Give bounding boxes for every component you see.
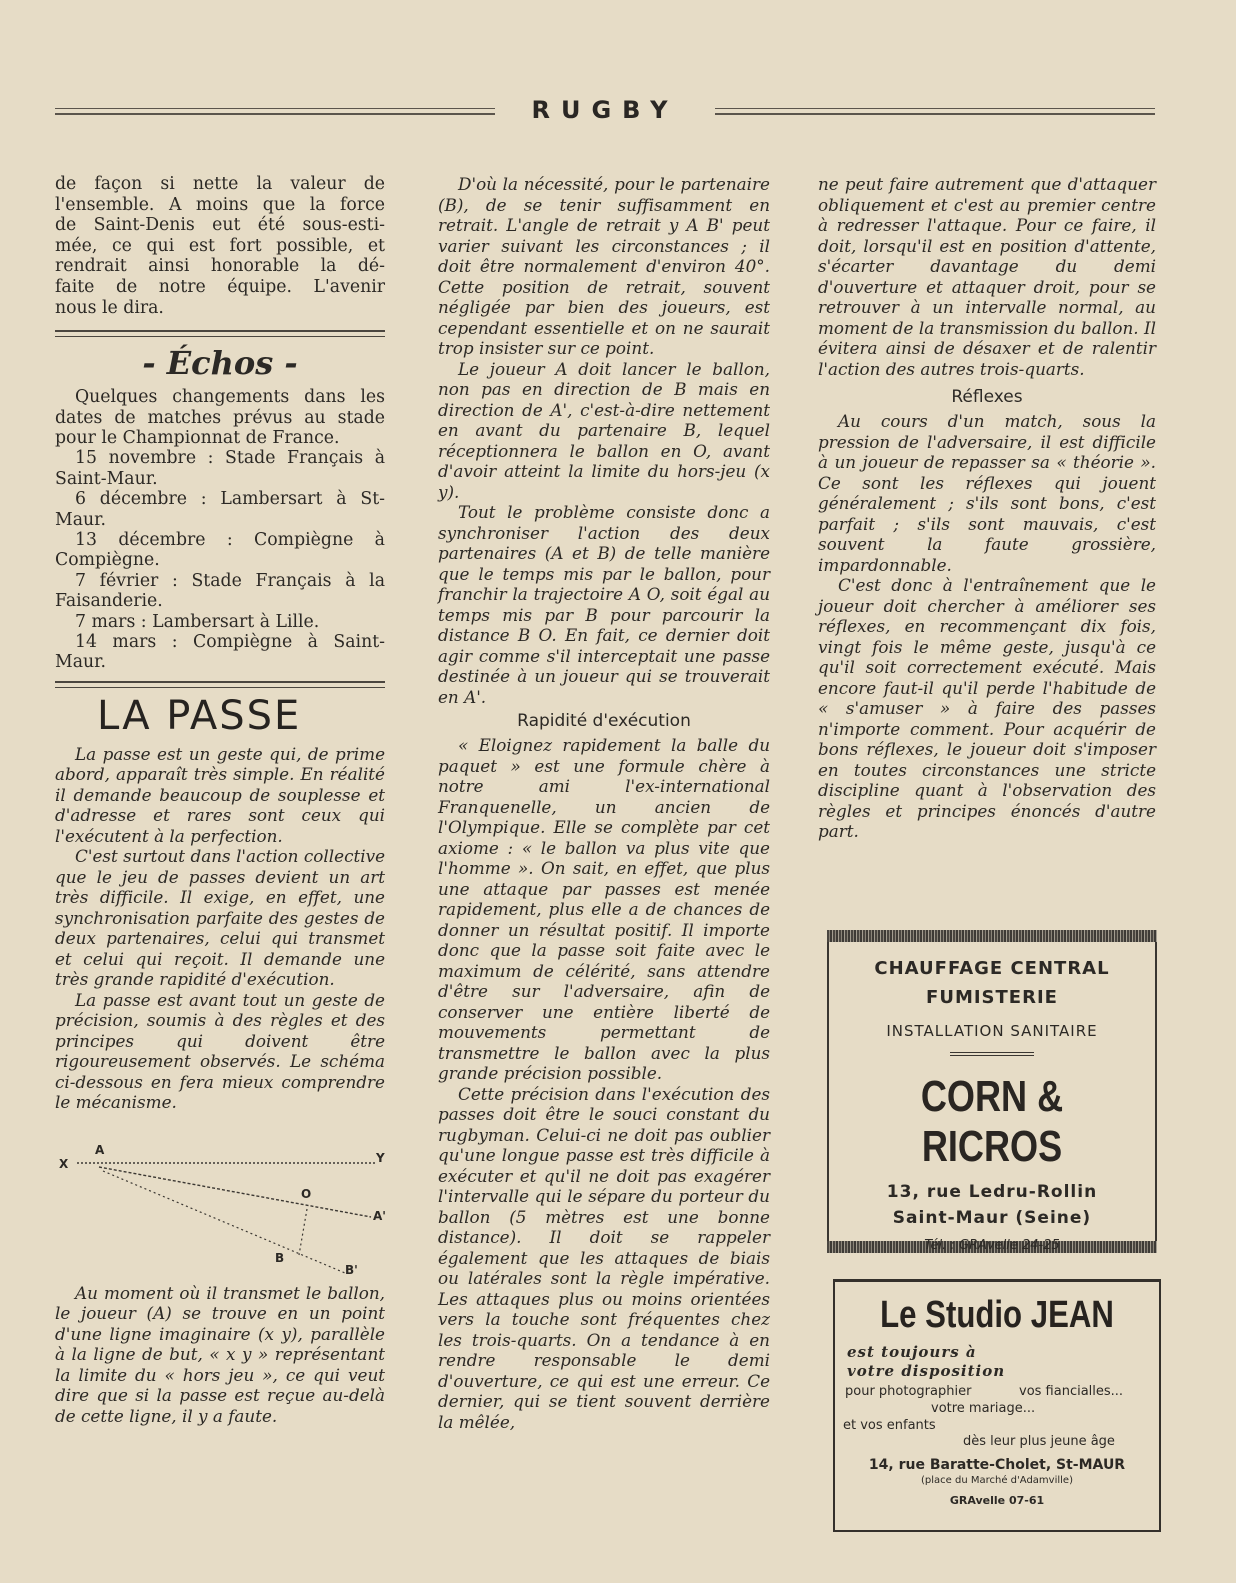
intro-text xyxy=(55,174,385,318)
passing-diagram xyxy=(55,1127,385,1277)
ad-box xyxy=(827,942,1157,1253)
echos-paragraph: 14 mars : Compiègne à Saint-Maur. xyxy=(55,632,385,673)
tagline-line: votre disposition xyxy=(847,1362,1006,1380)
ad-line: CHAUFFAGE CENTRAL xyxy=(874,958,1110,979)
label-y: Y xyxy=(376,1150,385,1165)
studio-phone: GRAvelle 07-61 xyxy=(949,1494,1045,1507)
service-text: vos fiancialles... xyxy=(1019,1384,1124,1399)
studio-tagline xyxy=(847,1343,1159,1381)
receiver-run-line xyxy=(299,1209,307,1255)
column-3 xyxy=(818,174,1156,842)
ad-line: INSTALLATION SANITAIRE xyxy=(886,1022,1098,1040)
article-title: LA PASSE xyxy=(97,692,302,739)
service-text: et vos enfants xyxy=(843,1418,936,1433)
page-header xyxy=(55,96,1155,124)
studio-place: (place du Marché d'Adamville) xyxy=(921,1475,1073,1486)
section-title: RUGBY xyxy=(531,96,679,124)
column-1 xyxy=(55,174,385,1426)
article-paragraph: « Eloignez rapidement la balle du paquet » est une formule chère à notre ami l'ex-international Franquenelle, un ancien de l'Olympique. Elle se complète par cet axiome : « le ballon va plus vite que l'homme ». On sait, en effet, que plus une attaque par passes est menée rapidement, plus elle a de chances de donner un résultat positif. Il importe donc que la passe soit faite avec le maximum de célérité, sans attendre d'être sur l'adversaire, afin de conserver une entière liberté de mouvements permettant de transmettre le ballon avec la plus grande précision possible. xyxy=(438,735,770,1083)
col3-text xyxy=(818,174,1156,379)
echos-paragraph: Quelques changements dans les dates de matches prévus au stade pour le Championnat de France. xyxy=(55,387,385,448)
col2-text xyxy=(438,174,770,707)
label-a: A xyxy=(95,1142,105,1157)
ad-squiggle-divider xyxy=(950,1052,1034,1056)
article-paragraph: Le joueur A doit lancer le ballon, non pas en direction de B mais en direction de A', c'est-à-dire nettement en avant du partenaire B, lequel réceptionnera le ballon en O, avant d'avoir atteint la limite du hors-jeu (x y). xyxy=(438,358,770,502)
article-paragraph: Cette précision dans l'exécution des passes doit être le souci constant du rugbyman. Celui-ci ne doit pas oublier qu'une longue passe est très difficile à exécuter et qu'il ne doit pas exagérer l'intervalle qui le sépare du porteur du ballon (5 mètres est une bonne distance). Il doit se rappeler également que les attaques de biais ou latérales sont la règle impérative. Les attaques plus ou moins orientées vers la touche sont fréquentes chez les trois-quarts. On a tendance à en rendre responsable le demi d'ouverture, ce qui est une erreur. Ce dernier, qui se tient souvent derrière la mêlée, xyxy=(438,1083,770,1432)
echos-paragraph: 7 février : Stade Français à la Faisanderie. xyxy=(55,570,385,612)
service-text: pour photographier xyxy=(845,1384,972,1399)
intro-line: mée, ce qui est fort possible, et xyxy=(55,235,385,256)
header-rule-right xyxy=(715,108,1155,115)
intro-line: rendrait ainsi honorable la dé- xyxy=(55,256,385,277)
subheading-rapidite: Rapidité d'exécution xyxy=(517,711,691,731)
col2-text-2 xyxy=(438,735,770,1432)
echos-heading: - Échos - xyxy=(142,344,298,383)
studio-name: Le Studio JEAN xyxy=(880,1294,1114,1336)
passe-text xyxy=(55,744,385,1113)
label-b: B xyxy=(275,1250,285,1265)
ad-phone: Tél. : GRAvelle 24-25 xyxy=(924,1238,1060,1253)
article-paragraph: Au moment où il transmet le ballon, le joueur (A) se trouve en un point d'une ligne imaginaire (x y), parallèle à la ligne de but, « x y » représentant la limite du « hors jeu », ce qui veut dire que si la passe est reçue au-delà de cette ligne, il y a faute. xyxy=(55,1282,385,1426)
label-o: O xyxy=(301,1186,312,1201)
article-paragraph: C'est surtout dans l'action collective que le jeu de passes devient un art très difficile. Il exige, en effet, une synchronisation parfaite des gestes de deux partenaires, celui qui transmet et celui qui reçoit. Il demande une très grande rapidité d'exécution. xyxy=(55,846,385,990)
echos-paragraph: 15 novembre : Stade Français à Saint-Maur. xyxy=(55,448,385,489)
intro-line: l'ensemble. A moins que la force xyxy=(55,194,385,215)
article-paragraph: Au cours d'un match, sous la pression de l'adversaire, il est difficile à un joueur de repasser sa « théorie ». Ce sont les réflexes qui jouent généralement ; s'ils sont bons, c'est parfait ; s'ils sont mauvais, c'est souvent la faute grossière, impardonnable. xyxy=(818,411,1156,575)
header-rule-left xyxy=(55,108,495,115)
label-a-prime: A' xyxy=(373,1208,386,1223)
advertisement-heating xyxy=(827,930,1157,1255)
label-x: X xyxy=(59,1156,69,1171)
ad-line: FUMISTERIE xyxy=(926,987,1058,1008)
col3-text-2 xyxy=(818,411,1156,842)
divider xyxy=(55,681,385,688)
service-text: dès leur plus jeune âge xyxy=(963,1434,1115,1449)
article-paragraph: La passe est un geste qui, de prime abord, apparaît très simple. En réalité il demande beaucoup de souplesse et d'adresse et rares sont ceux qui l'exécutent à la perfection. xyxy=(55,743,385,846)
intro-line: de Saint-Denis eut été sous-esti- xyxy=(55,215,385,236)
intro-line: de façon si nette la valeur de xyxy=(55,174,385,194)
intro-line: nous le dira. xyxy=(55,297,164,318)
echos-text xyxy=(55,387,385,673)
ad-border-top xyxy=(827,930,1157,942)
echos-paragraph: 13 décembre : Compiègne à Compiègne. xyxy=(55,530,385,571)
intro-line: faite de notre équipe. L'avenir xyxy=(55,276,385,297)
subheading-reflexes: Réflexes xyxy=(951,387,1023,407)
company-name: CORN & RICROS xyxy=(920,1072,1064,1171)
studio-address: 14, rue Baratte-Cholet, St-MAUR xyxy=(868,1457,1126,1473)
service-text: votre mariage... xyxy=(931,1401,1036,1416)
pass-trajectory xyxy=(99,1167,371,1217)
diagram-lines xyxy=(55,1127,385,1277)
echos-paragraph: 7 mars : Lambersart à Lille. xyxy=(75,611,320,632)
column-2 xyxy=(438,174,770,1432)
ad-address: 13, rue Ledru-Rollin xyxy=(886,1182,1098,1202)
echos-paragraph: 6 décembre : Lambersart à St-Maur. xyxy=(55,489,385,530)
article-paragraph: D'où la nécessité, pour le partenaire (B), de se tenir suffisamment en retrait. L'angle de retrait y A B' peut varier suivant les circonstances ; il doit être normalement d'environ 40°. Cette position de retrait, souvent négligée par bien des joueurs, est cependant essentielle et on ne saurait trop insister sur ce point. xyxy=(438,174,770,358)
label-b-prime: B' xyxy=(345,1262,358,1277)
studio-services xyxy=(835,1381,1159,1453)
tagline-line: est toujours à xyxy=(847,1343,977,1361)
ad-city: Saint-Maur (Seine) xyxy=(892,1208,1092,1228)
divider xyxy=(55,330,385,337)
advertisement-studio xyxy=(833,1279,1161,1532)
article-paragraph: Tout le problème consiste donc a synchroniser l'action des deux partenaires (A et B) de telle manière que le temps mis par le ballon, pour franchir la trajectoire A O, soit égal au temps mis par B pour parcourir la distance B O. En fait, ce dernier doit agir comme s'il interceptait une passe destinée à un joueur qui se trouverait en A'. xyxy=(438,502,770,707)
article-paragraph: ne peut faire autrement que d'attaquer obliquement et c'est au premier centre à redresser l'attaque. Pour ce faire, il doit, lorsqu'il est en position d'attente, s'écarter davantage du demi d'ouverture et attaquer droit, pour se retrouver à un intervalle normal, au moment de la transmission du ballon. Il évitera ainsi de désaxer et de ralentir l'action des autres trois-quarts. xyxy=(818,174,1156,379)
after-diagram-text xyxy=(55,1283,385,1427)
article-paragraph: La passe est avant tout un geste de précision, soumis à des règles et des principes qui doivent être rigoureusement observés. Le schéma ci-dessous en fera mieux comprendre le mécanisme. xyxy=(55,989,385,1113)
article-paragraph: C'est donc à l'entraînement que le joueur doit chercher à améliorer ses réflexes, en recommençant dix fois, vingt fois le même geste, jusqu'à ce qu'il soit correctement exécuté. Mais encore faut-il qu'il perde l'habitude de « s'amuser » à faire des passes n'importe comment. Pour acquérir de bons réflexes, le joueur doit s'imposer en toutes circonstances une stricte discipline quant à l'observation des règles et principes énoncés d'autre part. xyxy=(818,575,1156,841)
